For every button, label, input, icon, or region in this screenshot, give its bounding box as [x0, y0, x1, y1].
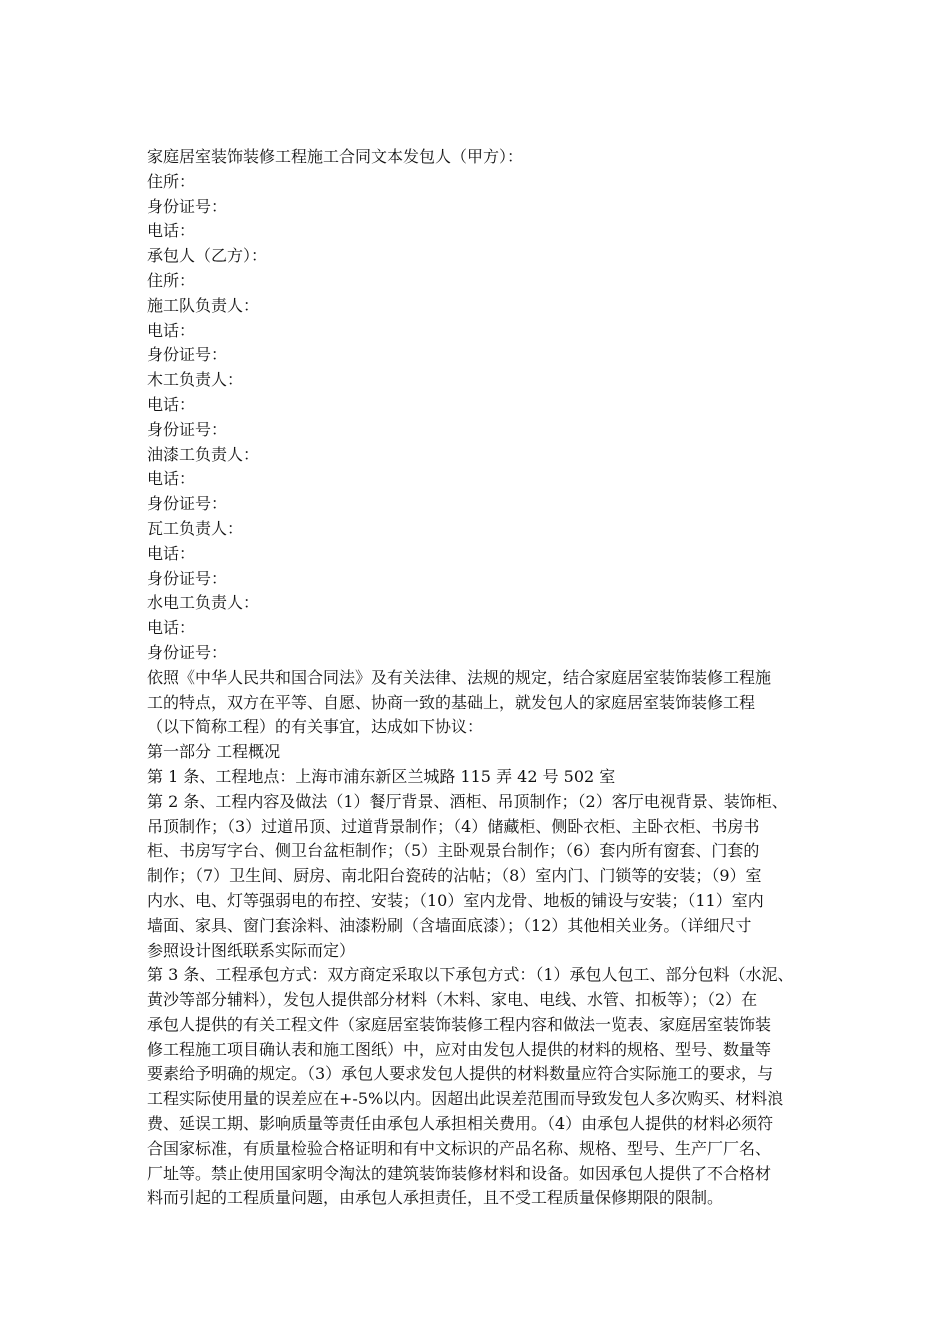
field-id-number: 身份证号：	[147, 568, 228, 588]
field-id-number: 身份证号：	[147, 345, 228, 365]
document-title-line: 家庭居室装饰装修工程施工合同文本发包人（甲方）：	[147, 147, 524, 166]
paragraph-line: 吊顶制作；（3）过道吊顶、过道背景制作；（4）储藏柜、侧卧衣柜、主卧衣柜、书房书	[147, 816, 760, 836]
paragraph-line: 厂址等。禁止使用国家明令淘汰的建筑装饰装修材料和设备。如因承包人提供了不合格材	[147, 1163, 772, 1183]
field-painter-leader: 油漆工负责人：	[147, 444, 260, 464]
intro-paragraph	[147, 666, 812, 740]
paragraph-line: 柜、书房写字台、侧卫台盆柜制作；（5）主卧观景台制作；（6）套内所有窗套、门套的	[147, 841, 760, 861]
article-2	[147, 790, 812, 964]
paragraph-line: 工的特点，双方在平等、自愿、协商一致的基础上，就发包人的家庭居室装饰装修工程	[147, 692, 756, 712]
field-phone: 电话：	[147, 394, 196, 414]
paragraph-line: 料而引起的工程质量问题，由承包人承担责任，且不受工程质量保修期限的限制。	[147, 1188, 724, 1208]
field-id-number: 身份证号：	[147, 419, 228, 439]
field-phone: 电话：	[147, 543, 196, 563]
paragraph-line: 内水、电、灯等强弱电的布控、安装；（10）室内龙骨、地板的铺设与安装；（11）室内	[147, 890, 764, 910]
field-carpenter-leader: 木工负责人：	[147, 370, 244, 390]
paragraph-line: 第 3 条、工程承包方式：双方商定采取以下承包方式：（1）承包人包工、部分包料（水泥、	[147, 965, 794, 985]
paragraph-line: 工程实际使用量的误差应在+-5%以内。因超出此误差范围而导致发包人多次购买、材料浪	[147, 1089, 784, 1109]
field-phone: 电话：	[147, 320, 196, 340]
field-id-number: 身份证号：	[147, 196, 228, 216]
field-contractor: 承包人（乙方）：	[147, 246, 268, 266]
field-phone: 电话：	[147, 221, 196, 241]
paragraph-line: 制作；（7）卫生间、厨房、南北阳台瓷砖的沾帖；（8）室内门、门锁等的安装；（9）室	[147, 866, 762, 886]
field-plumber-electrician-leader: 水电工负责人：	[147, 593, 260, 613]
party-fields	[147, 170, 812, 666]
paragraph-line: 合国家标准，有质量检验合格证明和有中文标识的产品名称、规格、型号、生产厂厂名、	[147, 1138, 772, 1158]
field-id-number: 身份证号：	[147, 494, 228, 514]
paragraph-line: 依照《中华人民共和国合同法》及有关法律、法规的规定，结合家庭居室装饰装修工程施	[147, 667, 772, 687]
paragraph-line: 修工程施工项目确认表和施工图纸）中，应对由发包人提供的材料的规格、型号、数量等	[147, 1039, 772, 1059]
article-3	[147, 963, 812, 1211]
paragraph-line: 费、延误工期、影响质量等责任由承包人承担相关费用。（4）由承包人提供的材料必须符	[147, 1114, 774, 1134]
field-id-number: 身份证号：	[147, 642, 228, 662]
paragraph-line: 承包人提供的有关工程文件（家庭居室装饰装修工程内容和做法一览表、家庭居室装饰装	[147, 1014, 772, 1034]
article-1: 第 1 条、工程地点：上海市浦东新区兰城路 115 弄 42 号 502 室	[147, 766, 616, 786]
field-phone: 电话：	[147, 469, 196, 489]
field-phone: 电话：	[147, 618, 196, 638]
paragraph-line: （以下简称工程）的有关事宜，达成如下协议：	[147, 717, 484, 737]
paragraph-line: 第 2 条、工程内容及做法（1）餐厅背景、酒柜、吊顶制作；（2）客厅电视背景、装饰柜、	[147, 791, 788, 811]
paragraph-line: 墙面、家具、窗门套涂料、油漆粉刷（含墙面底漆）；（12）其他相关业务。（详细尺寸	[147, 915, 752, 935]
document-body	[147, 145, 812, 1211]
field-team-leader: 施工队负责人：	[147, 295, 260, 315]
field-address: 住所：	[147, 171, 196, 191]
paragraph-line: 要素给予明确的规定。（3）承包人要求发包人提供的材料数量应符合实际施工的要求，与	[147, 1064, 774, 1084]
field-address: 住所：	[147, 270, 196, 290]
paragraph-line: 黄沙等部分辅料），发包人提供部分材料（木料、家电、电线、水管、扣板等）；（2）在	[147, 990, 758, 1010]
part-heading: 第一部分 工程概况	[147, 742, 281, 762]
field-tiler-leader: 瓦工负责人：	[147, 518, 244, 538]
paragraph-line: 参照设计图纸联系实际而定）	[147, 940, 356, 960]
